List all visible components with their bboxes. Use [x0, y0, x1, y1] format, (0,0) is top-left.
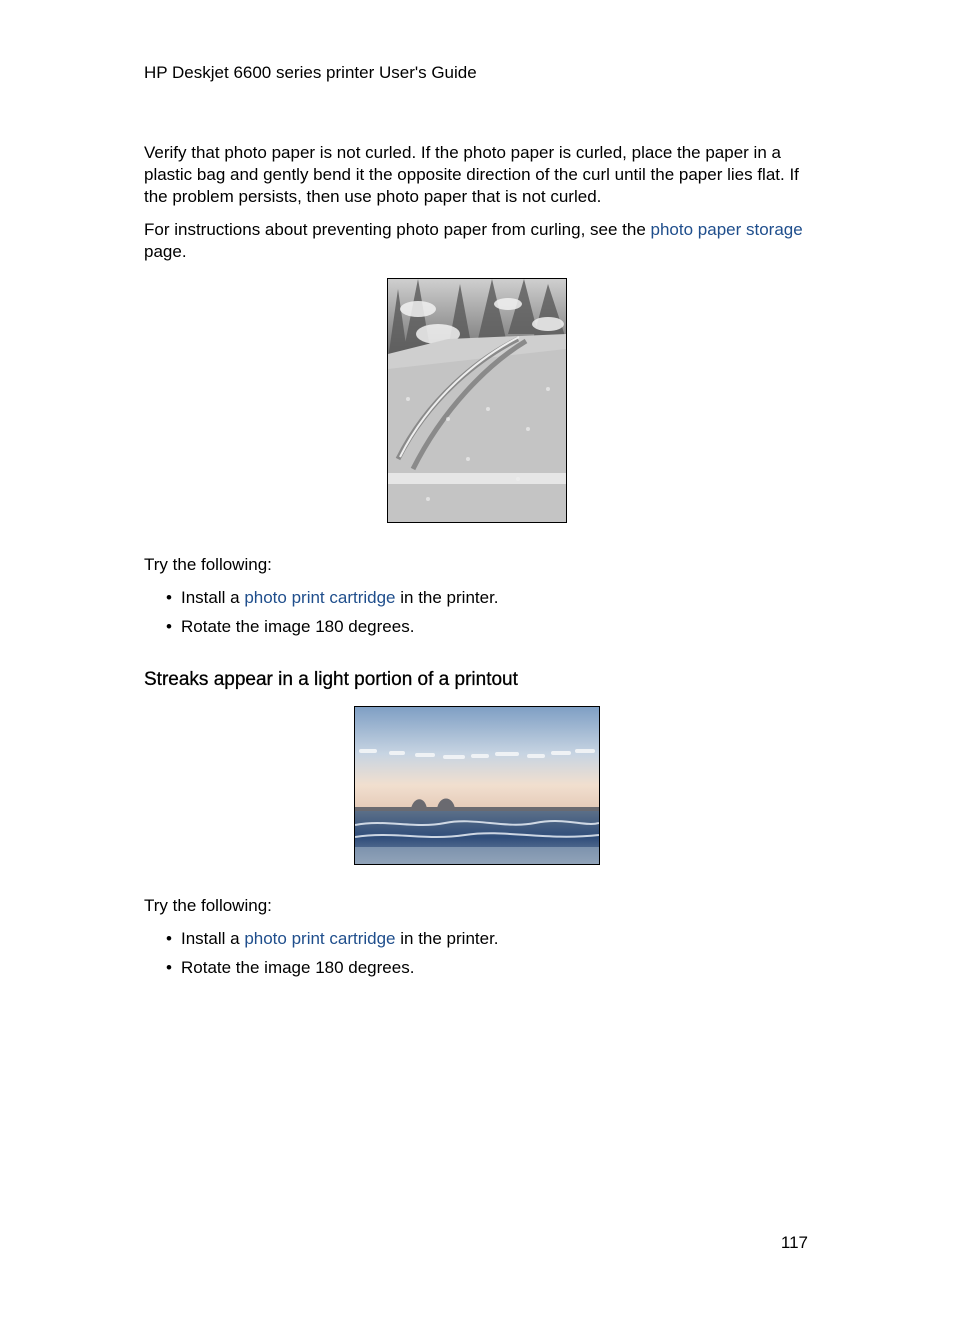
list-item-text: Install a	[181, 588, 245, 607]
bullet-icon: •	[166, 929, 172, 948]
snow-road-photo	[388, 279, 566, 522]
list-item	[166, 957, 499, 979]
snow-road-streak-image	[387, 278, 567, 523]
bullet-list-2	[166, 928, 499, 986]
paragraph-text: page.	[144, 242, 187, 261]
list-item-text: Install a	[181, 929, 245, 948]
bullet-list-1	[166, 587, 499, 645]
photo-paper-storage-link[interactable]: photo paper storage	[650, 220, 803, 239]
photo-print-cartridge-link[interactable]: photo print cartridge	[244, 929, 396, 948]
section-heading: Streaks appear in a light portion of a printout	[144, 669, 518, 690]
try-following-label: Try the following:	[144, 896, 272, 915]
page-number: 117	[780, 1233, 808, 1252]
list-item	[166, 928, 499, 950]
list-item	[166, 587, 499, 609]
list-item-text: in the printer.	[395, 929, 499, 948]
photo-print-cartridge-link[interactable]: photo print cartridge	[244, 588, 396, 607]
bullet-icon: •	[166, 588, 172, 607]
paragraph-curling-instructions	[144, 219, 816, 263]
running-header: HP Deskjet 6600 series printer User's Guide	[144, 63, 477, 82]
list-item	[166, 616, 499, 638]
paragraph-text: For instructions about preventing photo paper from curling, see the	[144, 220, 651, 239]
bullet-icon: •	[166, 958, 172, 977]
try-following-label: Try the following:	[144, 555, 272, 574]
seascape-streak-image	[354, 706, 600, 865]
list-item-text: Rotate the image 180 degrees.	[181, 958, 415, 977]
seascape-photo	[355, 707, 599, 864]
paragraph-curled-paper: Verify that photo paper is not curled. If the photo paper is curled, place the paper in a plastic bag and gently bend it the opposite direction of the curl until the paper lies flat. If the problem persists, then use photo paper that is not curled.	[144, 143, 799, 206]
list-item-text: Rotate the image 180 degrees.	[181, 617, 415, 636]
list-item-text: in the printer.	[395, 588, 499, 607]
bullet-icon: •	[166, 617, 172, 636]
